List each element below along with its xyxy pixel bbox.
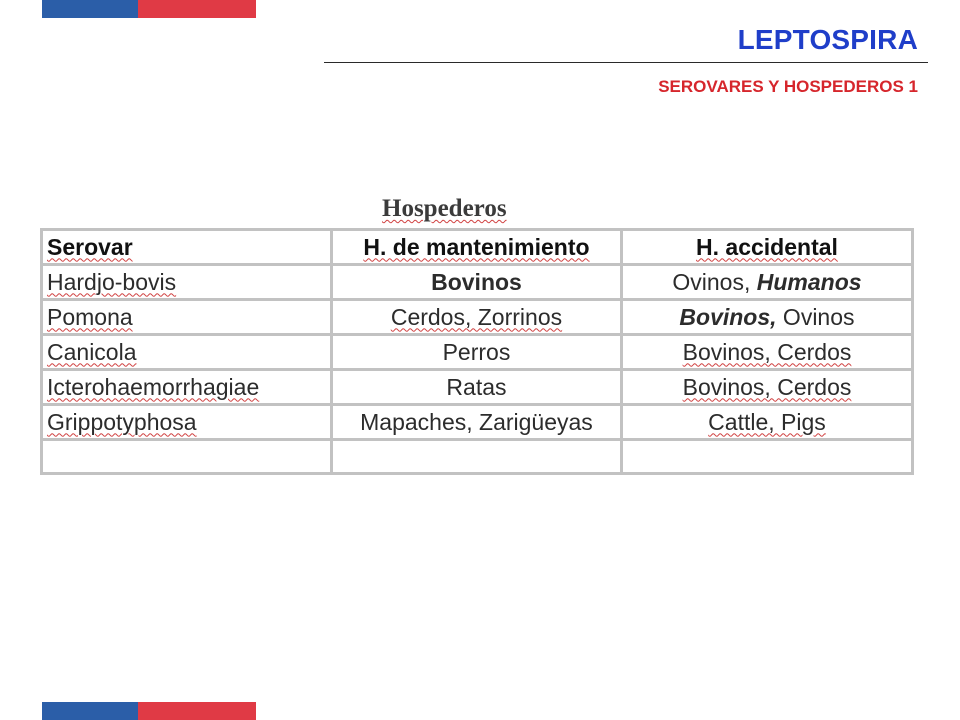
hosts-table bbox=[40, 228, 914, 475]
header-serovar bbox=[43, 231, 330, 263]
cell-empty bbox=[333, 441, 620, 472]
cell-serovar bbox=[43, 371, 330, 403]
cell-empty bbox=[623, 441, 911, 472]
cell-serovar bbox=[43, 301, 330, 333]
mantenimiento-text: Mapaches, Zarigüeyas bbox=[360, 408, 593, 435]
accidental-text-b: Ovinos bbox=[776, 303, 855, 330]
table-row bbox=[43, 301, 911, 333]
table-row bbox=[43, 266, 911, 298]
mantenimiento-text: Perros bbox=[442, 338, 511, 365]
cell-mantenimiento bbox=[333, 266, 620, 298]
cell-mantenimiento bbox=[333, 371, 620, 403]
cell-mantenimiento bbox=[333, 406, 620, 438]
serovar-text: Pomona bbox=[47, 303, 133, 330]
cell-accidental bbox=[623, 371, 911, 403]
top-flag-bar bbox=[42, 0, 256, 18]
bottom-flag-blue-segment bbox=[42, 702, 138, 720]
top-flag-blue-segment bbox=[42, 0, 138, 18]
slide-subtitle: SEROVARES Y HOSPEDEROS 1 bbox=[658, 77, 918, 96]
accidental-text: Bovinos, Cerdos bbox=[682, 373, 852, 400]
cell-accidental bbox=[623, 301, 911, 333]
bottom-flag-bar bbox=[42, 702, 256, 720]
mantenimiento-text: Bovinos bbox=[431, 268, 522, 295]
cell-accidental bbox=[623, 406, 911, 438]
cell-mantenimiento bbox=[333, 336, 620, 368]
accidental-text-b: Humanos bbox=[756, 268, 862, 295]
serovar-text: Hardjo-bovis bbox=[47, 268, 177, 295]
mantenimiento-text: Ratas bbox=[446, 373, 507, 400]
table-header-row bbox=[43, 231, 911, 263]
header-accidental-text: H. accidental bbox=[696, 233, 838, 260]
accidental-text-a: Ovinos, bbox=[672, 268, 757, 295]
table-caption: Hospederos bbox=[382, 195, 507, 222]
header-mantenimiento-text: H. de mantenimiento bbox=[363, 233, 590, 260]
accidental-text: Bovinos, Cerdos bbox=[682, 338, 852, 365]
serovar-text: Icterohaemorrhagiae bbox=[47, 373, 260, 400]
accidental-text: Cattle, Pigs bbox=[708, 408, 826, 435]
top-flag-red-segment bbox=[138, 0, 256, 18]
cell-serovar bbox=[43, 336, 330, 368]
cell-serovar bbox=[43, 266, 330, 298]
bottom-flag-red-segment bbox=[138, 702, 256, 720]
header-divider bbox=[324, 62, 928, 63]
cell-empty bbox=[43, 441, 330, 472]
table-row bbox=[43, 371, 911, 403]
table-row-empty bbox=[43, 441, 911, 472]
mantenimiento-text: Cerdos, Zorrinos bbox=[390, 303, 563, 330]
accidental-text-a: Bovinos, bbox=[679, 303, 777, 330]
slide-title: LEPTOSPIRA bbox=[737, 24, 918, 55]
header-mantenimiento bbox=[333, 231, 620, 263]
table-row bbox=[43, 336, 911, 368]
header-accidental bbox=[623, 231, 911, 263]
cell-mantenimiento bbox=[333, 301, 620, 333]
cell-accidental bbox=[623, 336, 911, 368]
header-serovar-text: Serovar bbox=[47, 233, 133, 260]
serovar-text: Grippotyphosa bbox=[47, 408, 197, 435]
cell-serovar bbox=[43, 406, 330, 438]
cell-accidental bbox=[623, 266, 911, 298]
serovar-text: Canicola bbox=[47, 338, 137, 365]
table-row bbox=[43, 406, 911, 438]
